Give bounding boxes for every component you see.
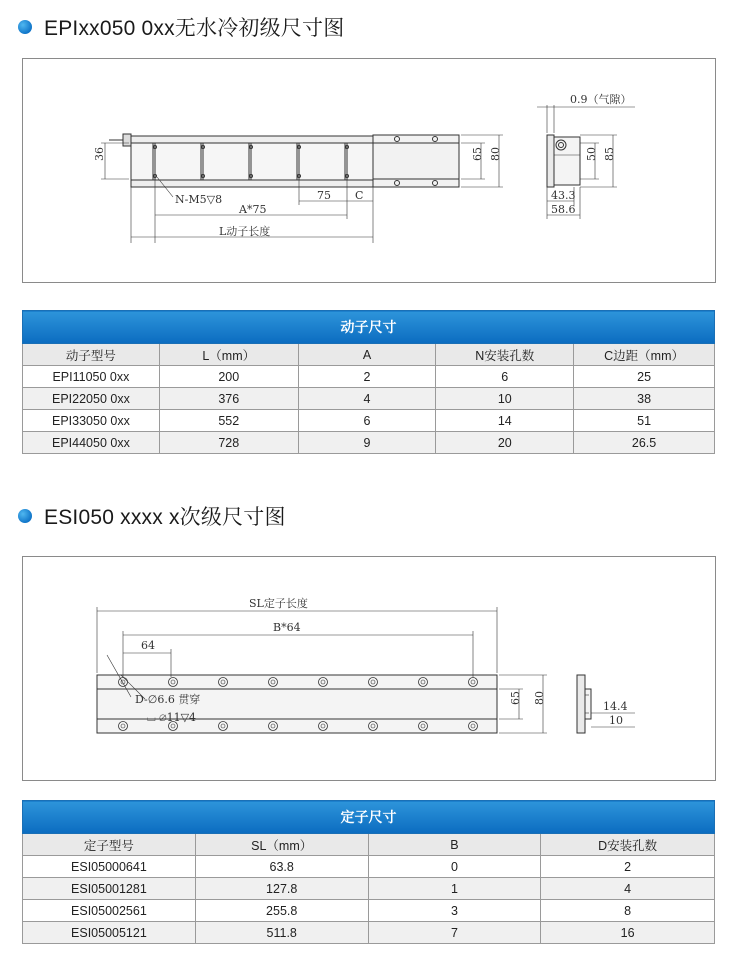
table-cell: 10 bbox=[436, 388, 574, 410]
dim-75-label: 75 bbox=[317, 189, 331, 202]
table-cell: 127.8 bbox=[195, 878, 368, 900]
dim-58-label: 58.6 bbox=[551, 203, 576, 216]
table-cell: 20 bbox=[436, 432, 574, 454]
dim-c-label: C bbox=[355, 189, 364, 202]
dim-65-label: 65 bbox=[509, 691, 522, 705]
dim-64-label: 64 bbox=[141, 639, 155, 652]
table-cell: 63.8 bbox=[195, 856, 368, 878]
table-row bbox=[23, 432, 715, 454]
column-header: SL（mm） bbox=[195, 834, 368, 856]
secondary-size-table bbox=[22, 800, 715, 944]
secondary-drawing-svg bbox=[23, 557, 715, 780]
hole-through-label: D-∅6.6 贯穿 bbox=[135, 693, 201, 706]
table-cell: 26.5 bbox=[574, 432, 715, 454]
table-caption: 定子尺寸 bbox=[23, 801, 715, 834]
dim-sl-label: SL定子长度 bbox=[249, 597, 308, 610]
table-cell: 255.8 bbox=[195, 900, 368, 922]
dim-43-label: 43.3 bbox=[551, 189, 576, 202]
primary-drawing-svg bbox=[23, 59, 715, 282]
column-header: 动子型号 bbox=[23, 344, 160, 366]
table-cell: EPI11050 0xx bbox=[23, 366, 160, 388]
table-cell: ESI05005121 bbox=[23, 922, 196, 944]
table-cell: 6 bbox=[298, 410, 436, 432]
section-title-primary bbox=[18, 13, 344, 41]
holes-label: N-M5▽8 bbox=[175, 193, 223, 206]
column-header: N安装孔数 bbox=[436, 344, 574, 366]
table-cell: 728 bbox=[159, 432, 298, 454]
dim-10-label: 10 bbox=[609, 714, 623, 727]
column-header: B bbox=[368, 834, 541, 856]
table-cell: 2 bbox=[298, 366, 436, 388]
dim-65-label: 65 bbox=[471, 147, 484, 161]
column-header: A bbox=[298, 344, 436, 366]
dim-80-label: 80 bbox=[489, 147, 502, 161]
table-row bbox=[23, 922, 715, 944]
table-cell: 2 bbox=[541, 856, 715, 878]
dim-80-label: 80 bbox=[533, 691, 546, 705]
hole-counterbore-label: ⌴ ∅11▽4 bbox=[147, 711, 197, 724]
table-cell: 4 bbox=[541, 878, 715, 900]
table-cell: 9 bbox=[298, 432, 436, 454]
table-cell: 7 bbox=[368, 922, 541, 944]
table-cell: 38 bbox=[574, 388, 715, 410]
table-cell: ESI05001281 bbox=[23, 878, 196, 900]
secondary-dimension-drawing bbox=[22, 556, 716, 781]
table-cell: 51 bbox=[574, 410, 715, 432]
table-cell: 200 bbox=[159, 366, 298, 388]
dim-a-label: A*75 bbox=[239, 203, 267, 216]
table-caption: 动子尺寸 bbox=[23, 311, 715, 344]
table-cell: EPI33050 0xx bbox=[23, 410, 160, 432]
column-header: C边距（mm） bbox=[574, 344, 715, 366]
table-row bbox=[23, 410, 715, 432]
section-title-text: EPIxx050 0xx无水冷初级尺寸图 bbox=[44, 17, 345, 40]
air-gap-label: 0.9（气隙） bbox=[570, 93, 632, 106]
table-cell: 1 bbox=[368, 878, 541, 900]
column-header: D安装孔数 bbox=[541, 834, 715, 856]
primary-size-table bbox=[22, 310, 715, 454]
dim-l-label: L动子长度 bbox=[219, 225, 271, 238]
table-cell: 16 bbox=[541, 922, 715, 944]
section-title-text: ESI050 xxxx x次级尺寸图 bbox=[44, 506, 286, 529]
dim-50-label: 50 bbox=[585, 147, 598, 161]
dim-36-label: 36 bbox=[93, 147, 106, 161]
table-cell: EPI44050 0xx bbox=[23, 432, 160, 454]
column-header: L（mm） bbox=[159, 344, 298, 366]
table-cell: 25 bbox=[574, 366, 715, 388]
table-row bbox=[23, 388, 715, 410]
table-cell: EPI22050 0xx bbox=[23, 388, 160, 410]
table-cell: 552 bbox=[159, 410, 298, 432]
primary-dimension-drawing bbox=[22, 58, 716, 283]
bullet-icon bbox=[18, 509, 32, 523]
table-cell: ESI05002561 bbox=[23, 900, 196, 922]
table-row bbox=[23, 900, 715, 922]
table-cell: 376 bbox=[159, 388, 298, 410]
table-cell: 8 bbox=[541, 900, 715, 922]
table-cell: 14 bbox=[436, 410, 574, 432]
table-cell: 6 bbox=[436, 366, 574, 388]
column-header: 定子型号 bbox=[23, 834, 196, 856]
section-title-secondary bbox=[18, 502, 286, 530]
table-row bbox=[23, 878, 715, 900]
table-cell: 0 bbox=[368, 856, 541, 878]
table-row bbox=[23, 366, 715, 388]
dim-85-label: 85 bbox=[603, 147, 616, 161]
table-cell: 4 bbox=[298, 388, 436, 410]
table-cell: 511.8 bbox=[195, 922, 368, 944]
bullet-icon bbox=[18, 20, 32, 34]
table-cell: 3 bbox=[368, 900, 541, 922]
dim-b-label: B*64 bbox=[273, 621, 301, 634]
dim-144-label: 14.4 bbox=[603, 700, 628, 713]
table-cell: ESI05000641 bbox=[23, 856, 196, 878]
table-row bbox=[23, 856, 715, 878]
